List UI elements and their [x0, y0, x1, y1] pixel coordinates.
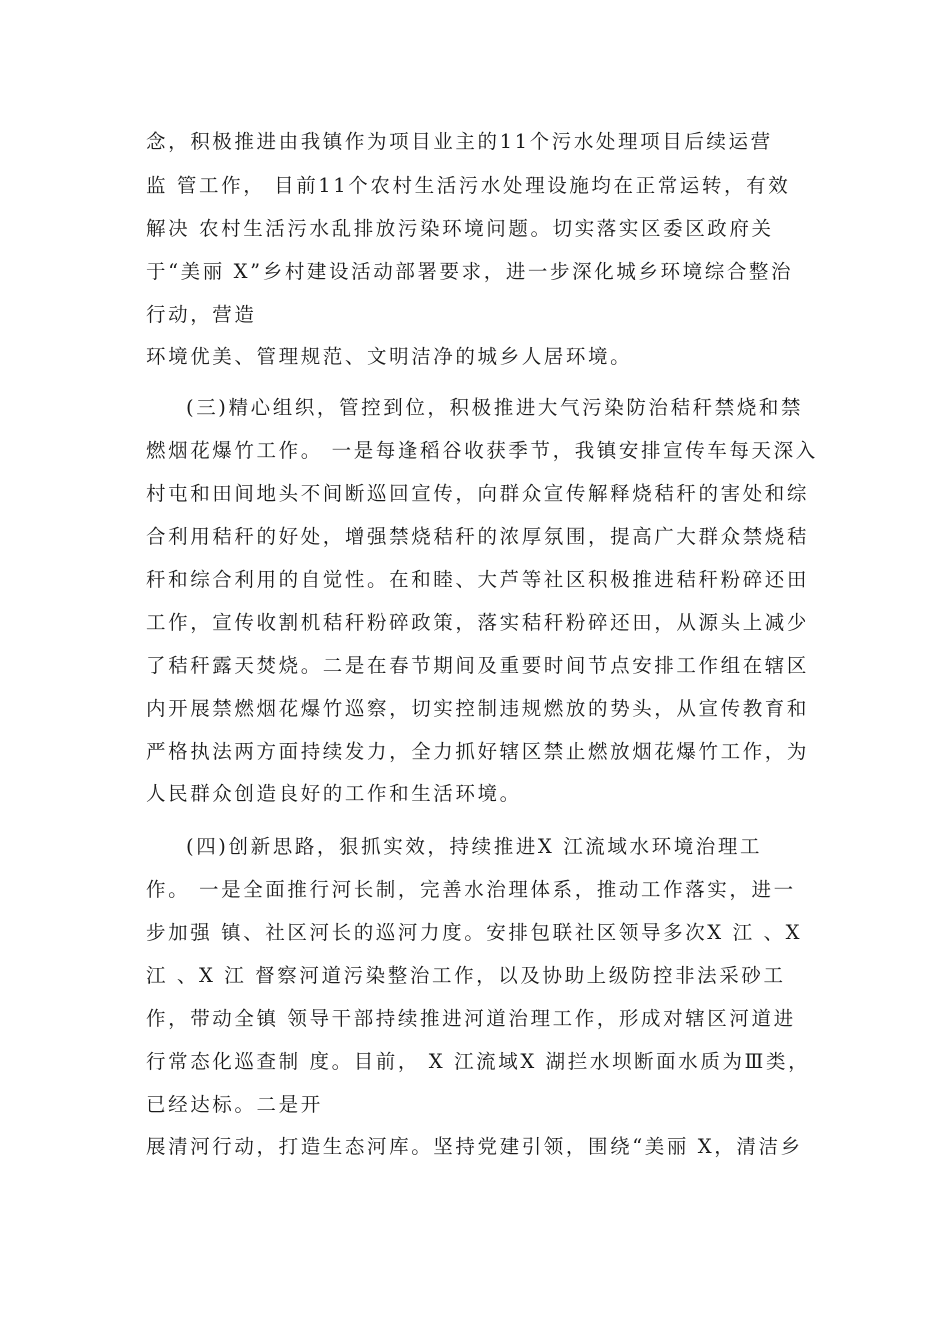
- paragraph-heading-4: (四)创新思路，狠抓实效，持续推进X 江流域水环境治理工: [186, 835, 763, 858]
- text-line: 步加强 镇、社区河长的巡河力度。安排包联社区领导多次X 江 、X: [146, 921, 803, 944]
- text-line: 已经达标。二是开: [146, 1093, 323, 1116]
- text-line: 行动，营造: [146, 303, 257, 326]
- text-line: 人民群众创造良好的工作和生活环境。: [146, 782, 522, 805]
- text-line: 村屯和田间地头不间断巡回宣传，向群众宣传解释烧秸秆的害处和综: [146, 482, 810, 505]
- text-line: 解决 农村生活污水乱排放污染环境问题。切实落实区委区政府关: [146, 217, 774, 240]
- text-line: 秆和综合利用的自觉性。在和睦、大芦等社区积极推进秸秆粉碎还田: [146, 568, 810, 591]
- text-line: 江 、X 江 督察河道污染整治工作，以及协助上级防控非法采砂工: [146, 964, 786, 987]
- paragraph-heading-3: (三)精心组织，管控到位，积极推进大气污染防治秸秆禁烧和禁: [186, 396, 804, 419]
- text-line: 合利用秸秆的好处，增强禁烧秸秆的浓厚氛围，提高广大群众禁烧秸: [146, 525, 810, 548]
- text-line: 严格执法两方面持续发力，全力抓好辖区禁止燃放烟花爆竹工作，为: [146, 740, 810, 763]
- text-line: 展清河行动，打造生态河库。坚持党建引领，围绕“美丽 X，清洁乡: [146, 1135, 803, 1158]
- text-line: 行常态化巡查制 度。目前， X 江流域X 湖拦水坝断面水质为Ⅲ类，: [146, 1050, 811, 1073]
- text-line: 燃烟花爆竹工作。 一是每逢稻谷收获季节，我镇安排宣传车每天深入: [146, 439, 818, 462]
- text-line: 于“美丽 X”乡村建设活动部署要求，进一步深化城乡环境综合整治: [146, 260, 794, 283]
- text-line: 念，积极推进由我镇作为项目业主的11个污水处理项目后续运营: [146, 130, 773, 153]
- text-line: 环境优美、管理规范、文明洁净的城乡人居环境。: [146, 345, 633, 368]
- text-line: 作。 一是全面推行河长制，完善水治理体系，推动工作落实，进一: [146, 878, 796, 901]
- text-line: 了秸秆露天焚烧。二是在春节期间及重要时间节点安排工作组在辖区: [146, 654, 810, 677]
- text-line: 工作，宣传收割机秸秆粉碎政策，落实秸秆粉碎还田，从源头上减少: [146, 611, 810, 634]
- text-line: 作，带动全镇 领导干部持续推进河道治理工作，形成对辖区河道进: [146, 1007, 796, 1030]
- text-line: 内开展禁燃烟花爆竹巡察，切实控制违规燃放的势头，从宣传教育和: [146, 697, 810, 720]
- text-line: 监 管工作， 目前11个农村生活污水处理设施均在正常运转，有效: [146, 174, 791, 197]
